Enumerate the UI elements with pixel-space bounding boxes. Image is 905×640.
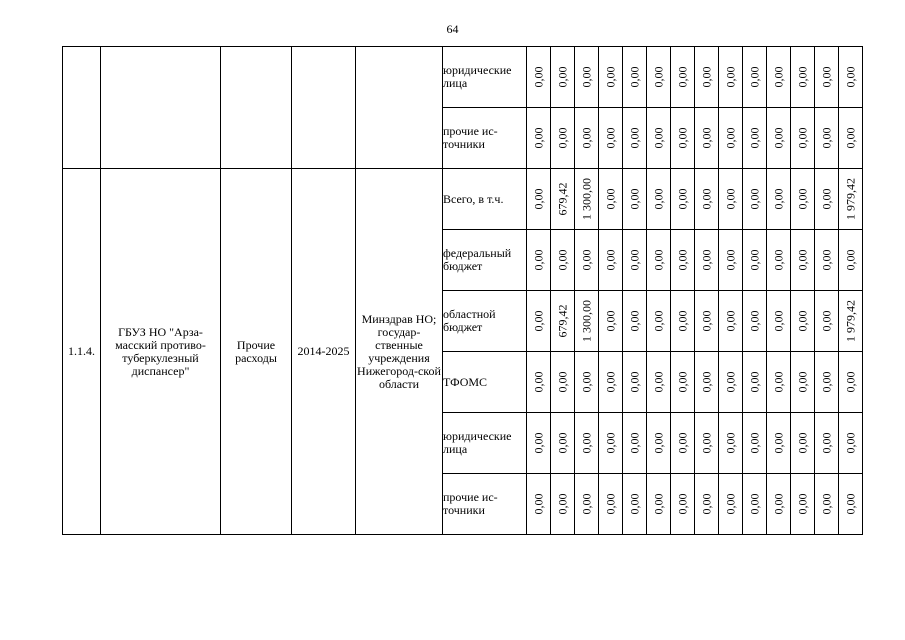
funding-source-cell: юридические лица xyxy=(443,413,527,474)
value-cell xyxy=(551,47,575,108)
value-text: 0,00 xyxy=(747,493,761,515)
value-text: 0,00 xyxy=(675,493,689,515)
value-cell xyxy=(647,230,671,291)
value-text: 0,00 xyxy=(675,188,689,210)
value-cell xyxy=(551,169,575,230)
value-text: 0,00 xyxy=(723,188,737,210)
value-cell xyxy=(743,169,767,230)
value-cell xyxy=(623,413,647,474)
value-cell xyxy=(791,352,815,413)
value-cell xyxy=(647,108,671,169)
value-text: 1 300,00 xyxy=(579,300,593,342)
value-cell xyxy=(815,474,839,535)
continued-type-cell xyxy=(221,47,292,169)
value-text: 0,00 xyxy=(771,188,785,210)
value-cell xyxy=(599,413,623,474)
value-text: 0,00 xyxy=(651,66,665,88)
value-cell xyxy=(695,108,719,169)
value-cell xyxy=(719,169,743,230)
value-text: 0,00 xyxy=(699,127,713,149)
period-cell: 2014-2025 xyxy=(292,169,356,535)
value-text: 1 979,42 xyxy=(843,300,857,342)
value-text: 0,00 xyxy=(747,432,761,454)
value-text: 0,00 xyxy=(675,127,689,149)
value-cell xyxy=(671,108,695,169)
value-text: 0,00 xyxy=(795,188,809,210)
value-cell xyxy=(767,413,791,474)
value-text: 0,00 xyxy=(771,432,785,454)
value-text: 0,00 xyxy=(531,432,545,454)
value-cell xyxy=(743,230,767,291)
value-text: 0,00 xyxy=(843,371,857,393)
value-text: 0,00 xyxy=(627,127,641,149)
value-text: 0,00 xyxy=(603,371,617,393)
value-text: 0,00 xyxy=(627,371,641,393)
value-cell xyxy=(575,352,599,413)
value-cell xyxy=(695,413,719,474)
value-text: 0,00 xyxy=(675,249,689,271)
value-text: 0,00 xyxy=(531,249,545,271)
value-cell xyxy=(815,47,839,108)
funding-source-cell: юридические лица xyxy=(443,47,527,108)
value-cell xyxy=(671,169,695,230)
value-text: 0,00 xyxy=(603,188,617,210)
value-cell xyxy=(527,352,551,413)
value-cell xyxy=(575,169,599,230)
expense-type-cell: Прочие расходы xyxy=(221,169,292,535)
value-text: 0,00 xyxy=(627,310,641,332)
continued-number-cell xyxy=(63,47,101,169)
funding-source-cell: областной бюджет xyxy=(443,291,527,352)
value-text: 0,00 xyxy=(771,66,785,88)
value-cell xyxy=(815,169,839,230)
value-cell xyxy=(839,291,863,352)
value-cell xyxy=(719,230,743,291)
item-name-cell: ГБУЗ НО "Арза-масский противо-туберкулезный диспансер" xyxy=(101,169,221,535)
value-cell xyxy=(551,474,575,535)
budget-table xyxy=(62,46,863,535)
value-text: 0,00 xyxy=(603,249,617,271)
value-text: 0,00 xyxy=(771,371,785,393)
value-cell xyxy=(719,108,743,169)
value-cell xyxy=(575,291,599,352)
funding-source-cell: Всего, в т.ч. xyxy=(443,169,527,230)
table-body xyxy=(63,47,863,535)
value-text: 0,00 xyxy=(843,249,857,271)
value-text: 0,00 xyxy=(675,371,689,393)
value-text: 0,00 xyxy=(699,432,713,454)
value-cell xyxy=(671,474,695,535)
funding-source-cell: ТФОМС xyxy=(443,352,527,413)
value-text: 0,00 xyxy=(723,432,737,454)
value-cell xyxy=(791,474,815,535)
value-text: 0,00 xyxy=(531,188,545,210)
value-cell xyxy=(527,47,551,108)
value-text: 0,00 xyxy=(579,66,593,88)
value-text: 0,00 xyxy=(555,66,569,88)
value-cell xyxy=(551,108,575,169)
value-cell xyxy=(599,291,623,352)
value-text: 0,00 xyxy=(651,127,665,149)
value-cell xyxy=(671,352,695,413)
value-text: 0,00 xyxy=(795,310,809,332)
value-text: 1 979,42 xyxy=(843,178,857,220)
value-cell xyxy=(671,413,695,474)
value-cell xyxy=(575,108,599,169)
value-text: 0,00 xyxy=(579,493,593,515)
value-text: 0,00 xyxy=(819,66,833,88)
value-text: 0,00 xyxy=(795,493,809,515)
value-cell xyxy=(743,47,767,108)
value-text: 0,00 xyxy=(699,249,713,271)
value-text: 0,00 xyxy=(699,493,713,515)
funding-source-cell: прочие ис-точники xyxy=(443,108,527,169)
value-text: 0,00 xyxy=(675,432,689,454)
value-text: 0,00 xyxy=(747,310,761,332)
value-cell xyxy=(815,230,839,291)
value-text: 0,00 xyxy=(723,66,737,88)
value-cell xyxy=(695,291,719,352)
value-cell xyxy=(839,352,863,413)
value-cell xyxy=(527,169,551,230)
value-text: 679,42 xyxy=(555,304,569,338)
value-cell xyxy=(695,474,719,535)
continued-name-cell xyxy=(101,47,221,169)
value-text: 0,00 xyxy=(627,249,641,271)
value-text: 0,00 xyxy=(771,493,785,515)
value-cell xyxy=(575,413,599,474)
value-cell xyxy=(647,169,671,230)
value-text: 0,00 xyxy=(579,432,593,454)
value-text: 0,00 xyxy=(747,371,761,393)
value-cell xyxy=(575,474,599,535)
value-cell xyxy=(791,47,815,108)
value-cell xyxy=(791,291,815,352)
value-text: 0,00 xyxy=(795,249,809,271)
value-cell xyxy=(719,47,743,108)
value-text: 0,00 xyxy=(843,66,857,88)
value-cell xyxy=(527,474,551,535)
value-cell xyxy=(575,230,599,291)
value-cell xyxy=(839,108,863,169)
value-cell xyxy=(791,169,815,230)
value-text: 0,00 xyxy=(819,310,833,332)
value-cell xyxy=(695,352,719,413)
value-text: 0,00 xyxy=(627,493,641,515)
value-text: 0,00 xyxy=(699,310,713,332)
value-text: 0,00 xyxy=(603,310,617,332)
value-cell xyxy=(839,169,863,230)
value-text: 0,00 xyxy=(531,127,545,149)
value-cell xyxy=(599,230,623,291)
value-text: 0,00 xyxy=(819,493,833,515)
value-cell xyxy=(791,413,815,474)
value-cell xyxy=(647,352,671,413)
item-number-cell: 1.1.4. xyxy=(63,169,101,535)
value-text: 0,00 xyxy=(603,432,617,454)
value-text: 0,00 xyxy=(579,371,593,393)
value-text: 0,00 xyxy=(651,188,665,210)
value-cell xyxy=(815,352,839,413)
value-text: 0,00 xyxy=(603,127,617,149)
value-text: 0,00 xyxy=(531,493,545,515)
value-text: 679,42 xyxy=(555,182,569,216)
page-number: 64 xyxy=(446,22,459,36)
value-cell xyxy=(551,230,575,291)
value-text: 0,00 xyxy=(531,310,545,332)
continued-period-cell xyxy=(292,47,356,169)
value-cell xyxy=(527,291,551,352)
value-text: 0,00 xyxy=(699,371,713,393)
value-cell xyxy=(791,108,815,169)
value-cell xyxy=(551,352,575,413)
value-cell xyxy=(647,47,671,108)
value-cell xyxy=(767,108,791,169)
value-cell xyxy=(815,291,839,352)
value-text: 0,00 xyxy=(819,127,833,149)
value-cell xyxy=(743,352,767,413)
value-text: 0,00 xyxy=(555,249,569,271)
value-cell xyxy=(671,47,695,108)
value-cell xyxy=(599,47,623,108)
value-cell xyxy=(695,230,719,291)
value-cell xyxy=(599,108,623,169)
value-cell xyxy=(743,108,767,169)
value-text: 0,00 xyxy=(675,310,689,332)
value-cell xyxy=(719,291,743,352)
value-text: 0,00 xyxy=(699,66,713,88)
value-cell xyxy=(839,474,863,535)
value-text: 0,00 xyxy=(627,66,641,88)
value-text: 0,00 xyxy=(723,249,737,271)
value-text: 0,00 xyxy=(747,66,761,88)
value-text: 0,00 xyxy=(819,188,833,210)
value-text: 0,00 xyxy=(723,127,737,149)
value-cell xyxy=(839,47,863,108)
value-cell xyxy=(551,413,575,474)
value-cell xyxy=(767,474,791,535)
value-cell xyxy=(647,413,671,474)
value-text: 0,00 xyxy=(723,371,737,393)
value-cell xyxy=(599,474,623,535)
value-cell xyxy=(527,413,551,474)
value-cell xyxy=(767,47,791,108)
value-cell xyxy=(695,169,719,230)
value-text: 0,00 xyxy=(795,371,809,393)
value-cell xyxy=(791,230,815,291)
value-text: 0,00 xyxy=(771,127,785,149)
value-cell xyxy=(815,413,839,474)
value-cell xyxy=(671,291,695,352)
value-text: 0,00 xyxy=(771,249,785,271)
value-cell xyxy=(719,352,743,413)
value-cell xyxy=(719,474,743,535)
funding-source-cell: федеральный бюджет xyxy=(443,230,527,291)
value-cell xyxy=(767,169,791,230)
value-cell xyxy=(623,230,647,291)
value-text: 0,00 xyxy=(723,493,737,515)
value-cell xyxy=(647,291,671,352)
value-text: 0,00 xyxy=(699,188,713,210)
value-text: 0,00 xyxy=(555,493,569,515)
value-cell xyxy=(695,47,719,108)
value-cell xyxy=(743,474,767,535)
value-cell xyxy=(767,352,791,413)
value-cell xyxy=(599,352,623,413)
value-cell xyxy=(767,291,791,352)
table-row xyxy=(63,169,863,230)
value-text: 0,00 xyxy=(603,493,617,515)
value-text: 0,00 xyxy=(651,432,665,454)
value-text: 0,00 xyxy=(651,249,665,271)
value-cell xyxy=(623,474,647,535)
value-text: 0,00 xyxy=(555,127,569,149)
value-cell xyxy=(839,230,863,291)
value-text: 0,00 xyxy=(627,432,641,454)
funding-source-cell: прочие ис-точники xyxy=(443,474,527,535)
value-cell xyxy=(743,291,767,352)
value-cell xyxy=(623,291,647,352)
value-text: 0,00 xyxy=(651,493,665,515)
value-cell xyxy=(767,230,791,291)
value-cell xyxy=(647,474,671,535)
value-text: 0,00 xyxy=(747,127,761,149)
value-text: 0,00 xyxy=(627,188,641,210)
value-text: 0,00 xyxy=(819,249,833,271)
value-text: 0,00 xyxy=(531,371,545,393)
value-text: 0,00 xyxy=(555,432,569,454)
value-text: 0,00 xyxy=(603,66,617,88)
value-cell xyxy=(527,230,551,291)
executor-cell: Минздрав НО; государ-ственные учреждения Нижегород-ской области xyxy=(356,169,443,535)
value-text: 0,00 xyxy=(723,310,737,332)
value-text: 0,00 xyxy=(675,66,689,88)
value-cell xyxy=(719,413,743,474)
value-text: 0,00 xyxy=(531,66,545,88)
value-cell xyxy=(623,169,647,230)
value-cell xyxy=(527,108,551,169)
value-cell xyxy=(839,413,863,474)
value-text: 0,00 xyxy=(771,310,785,332)
continued-executor-cell xyxy=(356,47,443,169)
value-text: 0,00 xyxy=(843,127,857,149)
value-cell xyxy=(815,108,839,169)
value-text: 0,00 xyxy=(795,432,809,454)
value-text: 0,00 xyxy=(747,249,761,271)
value-cell xyxy=(575,47,599,108)
value-text: 1 300,00 xyxy=(579,178,593,220)
value-text: 0,00 xyxy=(651,371,665,393)
value-cell xyxy=(599,169,623,230)
value-text: 0,00 xyxy=(747,188,761,210)
value-text: 0,00 xyxy=(843,493,857,515)
value-text: 0,00 xyxy=(579,249,593,271)
value-text: 0,00 xyxy=(579,127,593,149)
value-text: 0,00 xyxy=(555,371,569,393)
value-cell xyxy=(623,108,647,169)
value-cell xyxy=(743,413,767,474)
value-cell xyxy=(623,47,647,108)
value-cell xyxy=(671,230,695,291)
value-text: 0,00 xyxy=(651,310,665,332)
value-text: 0,00 xyxy=(843,432,857,454)
value-text: 0,00 xyxy=(819,432,833,454)
value-text: 0,00 xyxy=(795,66,809,88)
value-cell xyxy=(551,291,575,352)
value-text: 0,00 xyxy=(819,371,833,393)
value-text: 0,00 xyxy=(795,127,809,149)
table-row xyxy=(63,47,863,108)
value-cell xyxy=(623,352,647,413)
